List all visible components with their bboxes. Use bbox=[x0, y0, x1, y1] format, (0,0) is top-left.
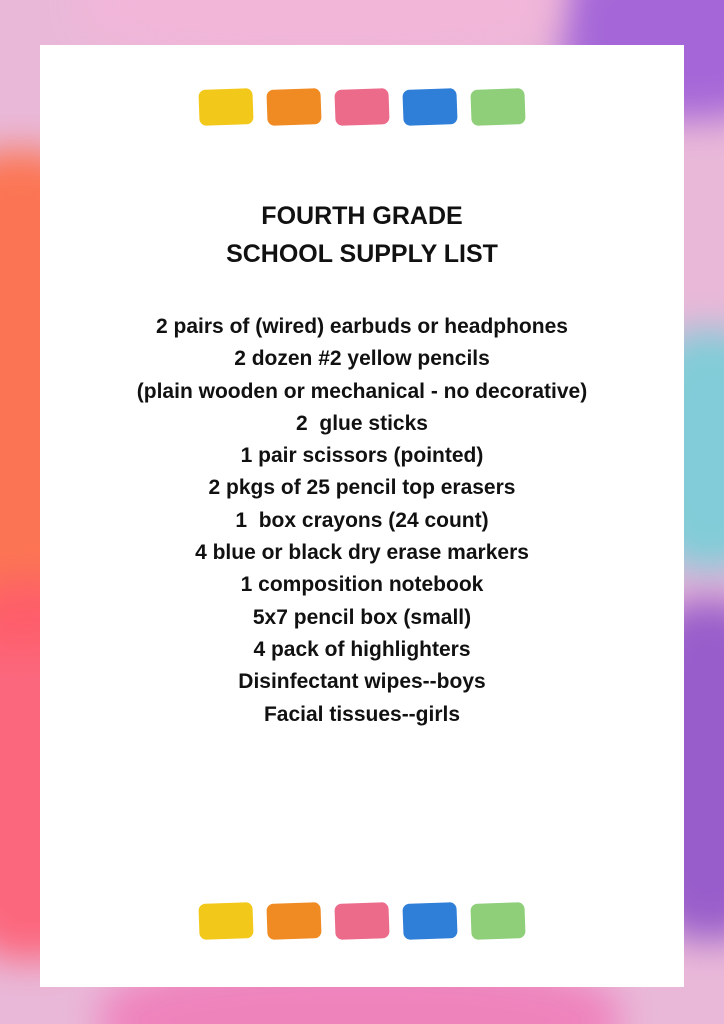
yellow-swatch bbox=[198, 902, 253, 940]
list-item: 2 dozen #2 yellow pencils bbox=[234, 347, 490, 371]
list-item: Facial tissues--girls bbox=[263, 702, 461, 726]
supply-list-card bbox=[40, 45, 684, 987]
list-item: 1 pair scissors (pointed) bbox=[240, 444, 484, 468]
list-item: 2 pkgs of 25 pencil top erasers bbox=[208, 476, 516, 500]
green-swatch bbox=[470, 88, 525, 126]
list-item: 1 box crayons (24 count) bbox=[235, 508, 489, 532]
orange-swatch bbox=[266, 88, 321, 126]
page-title bbox=[40, 197, 684, 273]
blue-swatch bbox=[402, 902, 457, 940]
supply-list bbox=[40, 311, 684, 731]
orange-swatch bbox=[266, 902, 321, 940]
list-item: 2 pairs of (wired) earbuds or headphones bbox=[156, 315, 568, 338]
pink-swatch bbox=[334, 88, 389, 126]
list-item: 5x7 pencil box (small) bbox=[252, 605, 472, 629]
list-item: (plain wooden or mechanical - no decorative) bbox=[136, 379, 588, 403]
list-item: 4 blue or black dry erase markers bbox=[195, 541, 529, 565]
title-line-2: SCHOOL SUPPLY LIST bbox=[226, 240, 498, 268]
list-item: 4 pack of highlighters bbox=[253, 637, 471, 661]
color-swatches-bottom bbox=[40, 903, 684, 939]
title-line-1: FOURTH GRADE bbox=[261, 202, 463, 230]
pink-swatch bbox=[334, 902, 389, 940]
list-item: Disinfectant wipes--boys bbox=[238, 670, 486, 694]
yellow-swatch bbox=[198, 88, 253, 126]
blue-swatch bbox=[402, 88, 457, 126]
color-swatches-top bbox=[40, 89, 684, 125]
list-item: 1 composition notebook bbox=[240, 573, 484, 597]
green-swatch bbox=[470, 902, 525, 940]
list-item: 2 glue sticks bbox=[296, 411, 428, 435]
